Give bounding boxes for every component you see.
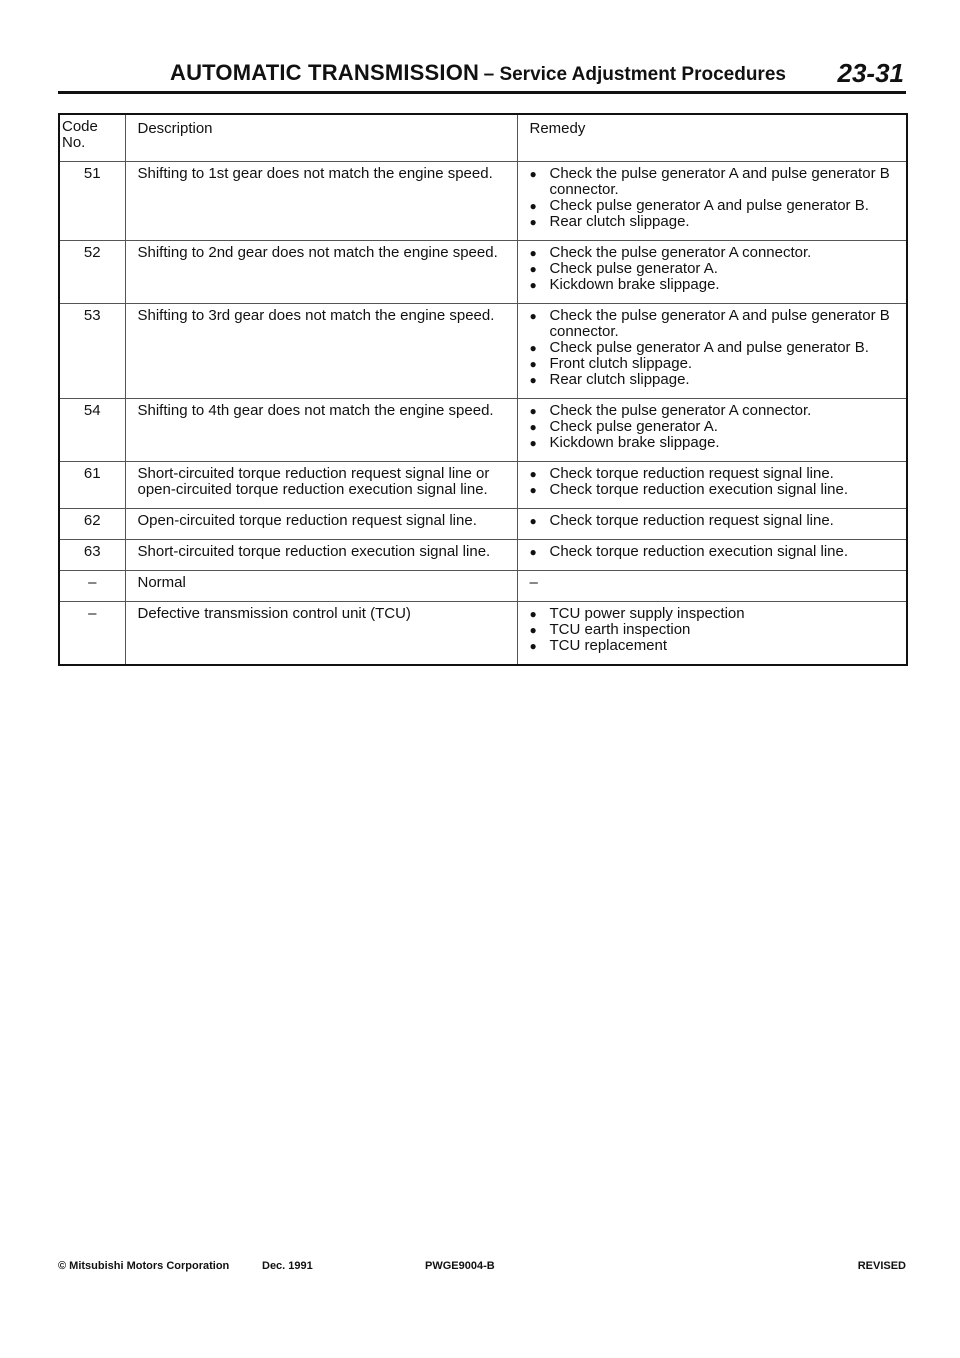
header-rule — [58, 91, 906, 94]
remedy-list — [530, 308, 901, 388]
page-header — [58, 58, 906, 90]
footer-revision-status: REVISED — [857, 1260, 906, 1272]
remedy-item: ● Check torque reduction execution signal line. — [530, 482, 901, 498]
description-cell: Short-circuited torque reduction execution signal line. — [125, 540, 517, 571]
description-cell: Shifting to 3rd gear does not match the engine speed. — [125, 304, 517, 399]
remedy-item: ● Check torque reduction execution signal line. — [530, 544, 901, 560]
remedy-item: ● Check pulse generator A. — [530, 419, 901, 435]
section-subtitle: – Service Adjustment Procedures — [483, 64, 786, 85]
table-header-row — [59, 114, 907, 162]
code-cell: 54 — [59, 399, 125, 462]
remedy-item: ● TCU power supply inspection — [530, 606, 901, 622]
remedy-item: ● Rear clutch slippage. — [530, 372, 901, 388]
remedy-item: ● Check pulse generator A and pulse generator B. — [530, 340, 901, 356]
remedy-list — [530, 513, 901, 529]
section-title: AUTOMATIC TRANSMISSION — [170, 60, 480, 85]
remedy-item: ● Front clutch slippage. — [530, 356, 901, 372]
description-cell: Short-circuited torque reduction request signal line or open-circuited torque reduction execution signal line. — [125, 462, 517, 509]
table-row — [59, 571, 907, 602]
footer-date: Dec. 1991 — [262, 1260, 313, 1272]
footer-document-id: PWGE9004-B — [425, 1260, 495, 1272]
code-cell: 62 — [59, 509, 125, 540]
header-no-label: No. — [62, 134, 86, 151]
header-description: Description — [125, 114, 517, 162]
remedy-list — [530, 166, 901, 230]
description-cell: Normal — [125, 571, 517, 602]
remedy-cell: – — [517, 571, 907, 602]
remedy-list — [530, 403, 901, 451]
remedy-cell — [517, 399, 907, 462]
code-cell: 53 — [59, 304, 125, 399]
code-cell: 63 — [59, 540, 125, 571]
table-row — [59, 540, 907, 571]
description-cell: Shifting to 4th gear does not match the engine speed. — [125, 399, 517, 462]
table-row — [59, 462, 907, 509]
code-cell: 52 — [59, 241, 125, 304]
table-row — [59, 162, 907, 241]
table-row — [59, 509, 907, 540]
remedy-item: ● Rear clutch slippage. — [530, 214, 901, 230]
diagnosis-code-table — [58, 113, 908, 666]
remedy-item: ● Check pulse generator A and pulse generator B. — [530, 198, 901, 214]
remedy-item: ● Check the pulse generator A connector. — [530, 403, 901, 419]
footer-copyright: © Mitsubishi Motors Corporation — [58, 1260, 230, 1272]
remedy-item: ● Kickdown brake slippage. — [530, 277, 901, 293]
description-cell: Open-circuited torque reduction request signal line. — [125, 509, 517, 540]
remedy-list — [530, 466, 901, 498]
remedy-item: ● Check torque reduction request signal line. — [530, 513, 901, 529]
remedy-item: ● Kickdown brake slippage. — [530, 435, 901, 451]
remedy-item: ● Check torque reduction request signal line. — [530, 466, 901, 482]
remedy-cell — [517, 509, 907, 540]
header-remedy: Remedy — [517, 114, 907, 162]
table-row — [59, 399, 907, 462]
remedy-cell — [517, 304, 907, 399]
code-cell: – — [59, 602, 125, 666]
remedy-item: ● TCU replacement — [530, 638, 901, 654]
remedy-cell — [517, 602, 907, 666]
diagnosis-table-container — [58, 113, 906, 666]
remedy-cell — [517, 462, 907, 509]
description-cell: Shifting to 1st gear does not match the engine speed. — [125, 162, 517, 241]
header-code-label: Code — [62, 118, 98, 135]
remedy-item: ● Check the pulse generator A connector. — [530, 245, 901, 261]
code-cell: 61 — [59, 462, 125, 509]
remedy-item: ● Check the pulse generator A and pulse generator B connector. — [530, 308, 901, 340]
remedy-list — [530, 544, 901, 560]
remedy-item: ● Check pulse generator A. — [530, 261, 901, 277]
remedy-item: ● Check the pulse generator A and pulse generator B connector. — [530, 166, 901, 198]
remedy-item: ● TCU earth inspection — [530, 622, 901, 638]
table-row — [59, 304, 907, 399]
remedy-list — [530, 606, 901, 654]
remedy-cell — [517, 241, 907, 304]
code-cell: – — [59, 571, 125, 602]
table-row — [59, 241, 907, 304]
description-cell: Shifting to 2nd gear does not match the engine speed. — [125, 241, 517, 304]
remedy-list — [530, 245, 901, 293]
page-number: 23-31 — [837, 58, 904, 88]
page-title — [170, 60, 786, 86]
remedy-cell — [517, 162, 907, 241]
header-code-no — [59, 114, 125, 162]
remedy-cell — [517, 540, 907, 571]
code-cell: 51 — [59, 162, 125, 241]
description-cell: Defective transmission control unit (TCU) — [125, 602, 517, 666]
table-row — [59, 602, 907, 666]
